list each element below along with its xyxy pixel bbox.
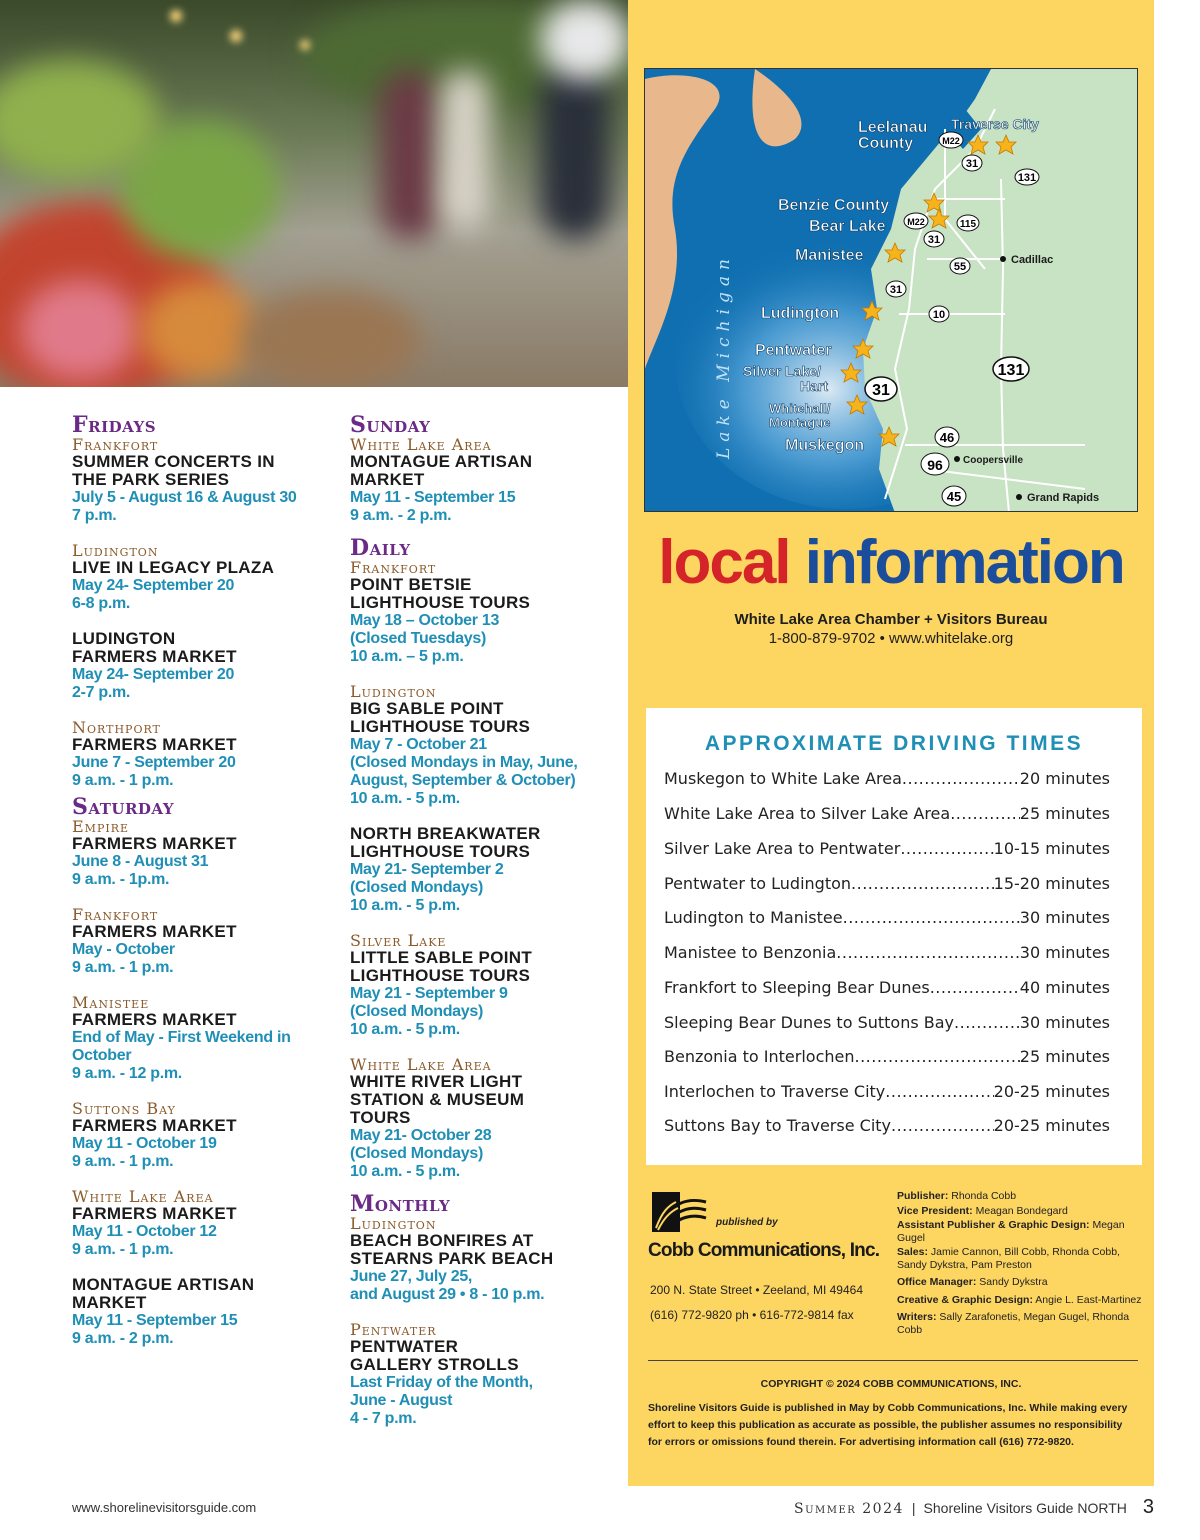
event-dates: May 11 - September 15	[350, 489, 516, 506]
event-title: FARMERS MARKET	[72, 647, 237, 666]
event-time: 10 a.m. – 5 p.m.	[350, 648, 464, 665]
place-label: Traverse City	[951, 116, 1039, 132]
footer-season: Summer 2024	[793, 1501, 904, 1517]
event-dates: July 5 - August 16 & August 30	[72, 489, 297, 506]
event-town: Frankfort	[72, 905, 159, 924]
event-title: GALLERY STROLLS	[350, 1355, 519, 1374]
lake-label: Lake Michigan	[714, 253, 734, 459]
event-dates: May 7 - October 21	[350, 736, 487, 753]
footer-separator: |	[911, 1500, 916, 1516]
day-heading: Daily	[350, 535, 411, 561]
event-title: FARMERS MARKET	[72, 1204, 237, 1223]
heading-word-information: information	[804, 528, 1124, 597]
driving-time-row: Pentwater to Ludington ..... 15-20 minutes	[664, 874, 1110, 893]
bureau-contact: 1-800-879-9702 • www.whitelake.org	[768, 630, 1014, 647]
event-time: 9 a.m. - 1 p.m.	[72, 1241, 174, 1258]
driving-times-heading: APPROXIMATE DRIVING TIMES	[704, 732, 1084, 755]
event-dates: May 11 - October 19	[72, 1135, 217, 1152]
driving-time-row: Ludington to Manistee ..... 30 minutes	[664, 908, 1110, 927]
place-label: Muskegon	[785, 437, 865, 454]
event-title: MARKET	[350, 470, 425, 489]
event-town: White Lake Area	[72, 1187, 214, 1206]
event-note: August, September & October)	[350, 772, 576, 789]
route-label: 31	[965, 158, 979, 170]
event-time: 7 p.m.	[72, 507, 117, 524]
driving-time-row: Interlochen to Traverse City ..... 20-25 minutes	[664, 1082, 1110, 1101]
driving-time-row: Silver Lake Area to Pentwater ..... 10-15 minutes	[664, 839, 1110, 858]
event-dates: and August 29 • 8 - 10 p.m.	[350, 1286, 545, 1303]
farmers-market-photo	[0, 0, 628, 387]
event-time: 10 a.m. - 5 p.m.	[350, 1021, 460, 1038]
event-title: LIGHTHOUSE TOURS	[350, 966, 531, 985]
event-town: Pentwater	[350, 1320, 437, 1339]
event-dates: End of May - First Weekend in	[72, 1029, 291, 1046]
publisher-phone: (616) 772-9820 ph • 616-772-9814 fax	[650, 1308, 854, 1322]
staff-entry: Writers: Sally Zarafonetis, Megan Gugel, Rhonda Cobb	[897, 1311, 1130, 1336]
driving-time-row: Sleeping Bear Dunes to Suttons Bay ..... 30 minutes	[664, 1013, 1110, 1032]
day-heading: Monthly	[350, 1191, 451, 1217]
event-dates: June 8 - August 31	[72, 853, 209, 870]
day-heading: Sunday	[350, 412, 431, 438]
event-note: (Closed Mondays)	[350, 879, 483, 896]
event-town: White Lake Area	[350, 435, 492, 454]
event-title: LIVE IN LEGACY PLAZA	[72, 558, 275, 577]
event-town: Northport	[72, 718, 161, 737]
event-title: PENTWATER	[350, 1337, 459, 1356]
event-dates: Last Friday of the Month,	[350, 1374, 533, 1391]
event-title: BEACH BONFIRES AT	[350, 1231, 534, 1250]
driving-times-box	[646, 708, 1142, 1165]
event-note: (Closed Mondays in May, June,	[350, 754, 578, 771]
route-label: 131	[997, 362, 1025, 379]
staff-entry: Sales: Jamie Cannon, Bill Cobb, Rhonda Cobb, Sandy Dykstra, Pam Preston	[897, 1246, 1120, 1271]
route-label: 131	[1017, 172, 1037, 184]
staff-list	[897, 1190, 1147, 1341]
event-title: THE PARK SERIES	[72, 470, 230, 489]
event-title: FARMERS MARKET	[72, 735, 237, 754]
event-time: 2-7 p.m.	[72, 684, 131, 701]
driving-time-row: Suttons Bay to Traverse City ..... 20-25 minutes	[664, 1116, 1110, 1135]
event-time: 9 a.m. - 1 p.m.	[72, 772, 174, 789]
event-dates: May 21- September 2	[350, 861, 504, 878]
driving-time-row: Frankfort to Sleeping Bear Dunes ..... 40 minutes	[664, 978, 1110, 997]
event-dates: May 18 – October 13	[350, 612, 500, 629]
heading-word-local: local	[658, 528, 790, 597]
event-time: 9 a.m. - 1 p.m.	[72, 959, 174, 976]
event-dates: May 21 - September 9	[350, 985, 508, 1002]
event-dates: May 24- September 20	[72, 666, 235, 683]
route-label: 45	[946, 489, 962, 504]
place-label: Bear Lake	[809, 218, 886, 235]
staff-entry: Creative & Graphic Design: Angie L. East-Martinez	[897, 1293, 1142, 1306]
event-title: TOURS	[350, 1108, 411, 1127]
event-dates: May 24- September 20	[72, 577, 235, 594]
event-time: 4 - 7 p.m.	[350, 1410, 417, 1427]
divider	[648, 1360, 1138, 1361]
driving-time-row: Muskegon to White Lake Area ..... 20 minutes	[664, 769, 1110, 788]
place-label: Ludington	[761, 305, 840, 322]
place-label: Montague	[769, 415, 831, 430]
event-title: MARKET	[72, 1293, 147, 1312]
publisher-address: 200 N. State Street • Zeeland, MI 49464	[650, 1283, 863, 1297]
event-dates: May - October	[72, 941, 175, 958]
event-title: NORTH BREAKWATER	[350, 824, 541, 843]
city-label: Cadillac	[1011, 254, 1054, 266]
driving-time-row: Benzonia to Interlochen ..... 25 minutes	[664, 1047, 1110, 1066]
event-title: BIG SABLE POINT	[350, 699, 504, 718]
event-time: 9 a.m. - 1p.m.	[72, 871, 170, 888]
event-time: 9 a.m. - 12 p.m.	[72, 1065, 182, 1082]
event-town: Ludington	[350, 682, 437, 701]
city-label: Coopersville	[963, 455, 1024, 466]
event-time: 10 a.m. - 5 p.m.	[350, 790, 460, 807]
event-town: Empire	[72, 817, 130, 836]
event-time: 9 a.m. - 1 p.m.	[72, 1153, 174, 1170]
event-dates: October	[72, 1047, 132, 1064]
route-label: 46	[939, 430, 955, 445]
event-title: FARMERS MARKET	[72, 834, 237, 853]
footer-url: www.shorelinevisitorsguide.com	[72, 1500, 257, 1515]
bureau-name: White Lake Area Chamber + Visitors Bureau	[734, 611, 1048, 628]
publisher-name: Cobb Communications, Inc.	[648, 1240, 880, 1261]
footer-right	[794, 1496, 1154, 1519]
day-heading: Fridays	[72, 412, 157, 438]
event-title: SUMMER CONCERTS IN	[72, 452, 275, 471]
driving-time-row: Manistee to Benzonia ..... 30 minutes	[664, 943, 1110, 962]
local-information-heading	[628, 530, 1154, 596]
staff-entry: Publisher: Rhonda Cobb	[897, 1190, 1017, 1202]
events-column-right	[350, 408, 610, 1445]
place-label: Pentwater	[755, 342, 832, 359]
event-time: 9 a.m. - 2 p.m.	[72, 1330, 174, 1347]
staff-entry: Office Manager: Sandy Dykstra	[897, 1276, 1048, 1288]
city-label: Grand Rapids	[1027, 492, 1100, 504]
event-title: STATION & MUSEUM	[350, 1090, 525, 1109]
cobb-logo-icon	[650, 1190, 710, 1236]
event-time: 10 a.m. - 5 p.m.	[350, 897, 460, 914]
event-town: Suttons Bay	[72, 1099, 176, 1118]
place-label: Manistee	[795, 247, 864, 264]
event-title: FARMERS MARKET	[72, 922, 237, 941]
place-label: Hart	[800, 378, 829, 394]
event-town: Ludington	[72, 541, 159, 560]
copyright: COPYRIGHT © 2024 COBB COMMUNICATIONS, INC.	[760, 1378, 1022, 1390]
footer-guide: Shoreline Visitors Guide NORTH	[923, 1500, 1127, 1516]
event-title: LUDINGTON	[72, 629, 176, 648]
staff-entry: Assistant Publisher & Graphic Design: Megan Gugel	[897, 1219, 1125, 1244]
event-note: (Closed Mondays)	[350, 1145, 483, 1162]
event-town: Silver Lake	[350, 931, 447, 950]
route-label: 55	[953, 261, 967, 273]
event-time: 9 a.m. - 2 p.m.	[350, 507, 452, 524]
published-by-label: published by	[716, 1217, 778, 1228]
event-title: LIGHTHOUSE TOURS	[350, 593, 531, 612]
event-dates: May 21- October 28	[350, 1127, 492, 1144]
place-label: Leelanau	[858, 119, 928, 136]
event-title: LIGHTHOUSE TOURS	[350, 842, 531, 861]
event-title: MONTAGUE ARTISAN	[72, 1275, 255, 1294]
route-label: 31	[872, 382, 890, 399]
route-label: 96	[927, 457, 943, 473]
event-town: Ludington	[350, 1214, 437, 1233]
events-column-left	[72, 408, 342, 1365]
route-label: 10	[932, 309, 946, 321]
event-time: 10 a.m. - 5 p.m.	[350, 1163, 460, 1180]
event-dates: May 11 - September 15	[72, 1312, 238, 1329]
route-label: M22	[942, 136, 960, 146]
event-dates: June 7 - September 20	[72, 754, 236, 771]
place-label: Silver Lake/	[743, 363, 821, 379]
event-town: White Lake Area	[350, 1055, 492, 1074]
event-dates: June 27, July 25,	[350, 1268, 473, 1285]
driving-time-row: White Lake Area to Silver Lake Area ..... 25 minutes	[664, 804, 1110, 823]
event-title: LITTLE SABLE POINT	[350, 948, 533, 967]
event-title: WHITE RIVER LIGHT	[350, 1072, 523, 1091]
event-title: FARMERS MARKET	[72, 1010, 237, 1029]
event-town: Frankfort	[72, 435, 159, 454]
route-label: M22	[907, 217, 925, 227]
place-label: Whitehall/	[769, 401, 831, 416]
event-time: 6-8 p.m.	[72, 595, 131, 612]
staff-entry: Vice President: Meagan Bondegard	[897, 1204, 1068, 1217]
place-label: Benzie County	[778, 197, 890, 214]
event-title: MONTAGUE ARTISAN	[350, 452, 533, 471]
event-title: POINT BETSIE	[350, 575, 472, 594]
day-heading: Saturday	[72, 794, 175, 820]
route-label: 31	[889, 284, 903, 296]
event-town: Manistee	[72, 993, 150, 1012]
event-note: (Closed Tuesdays)	[350, 630, 486, 647]
region-map	[644, 68, 1138, 512]
event-dates: May 11 - October 12	[72, 1223, 217, 1240]
event-title: STEARNS PARK BEACH	[350, 1249, 554, 1268]
event-town: Frankfort	[350, 558, 437, 577]
event-dates: June - August	[350, 1392, 453, 1409]
page-number: 3	[1142, 1496, 1154, 1518]
route-label: 31	[927, 234, 941, 246]
map-graphic	[645, 69, 1138, 512]
event-title: LIGHTHOUSE TOURS	[350, 717, 531, 736]
route-label: 115	[959, 219, 977, 230]
event-title: FARMERS MARKET	[72, 1116, 237, 1135]
place-label: County	[858, 135, 914, 152]
disclaimer: Shoreline Visitors Guide is published in May by Cobb Communications, Inc. While making every effort to keep this publication as accurate as possible, the publisher assumes no responsibility for errors or omissions found therein. For advertising information call (616) 772-9820.	[648, 1402, 1128, 1448]
event-note: (Closed Mondays)	[350, 1003, 483, 1020]
